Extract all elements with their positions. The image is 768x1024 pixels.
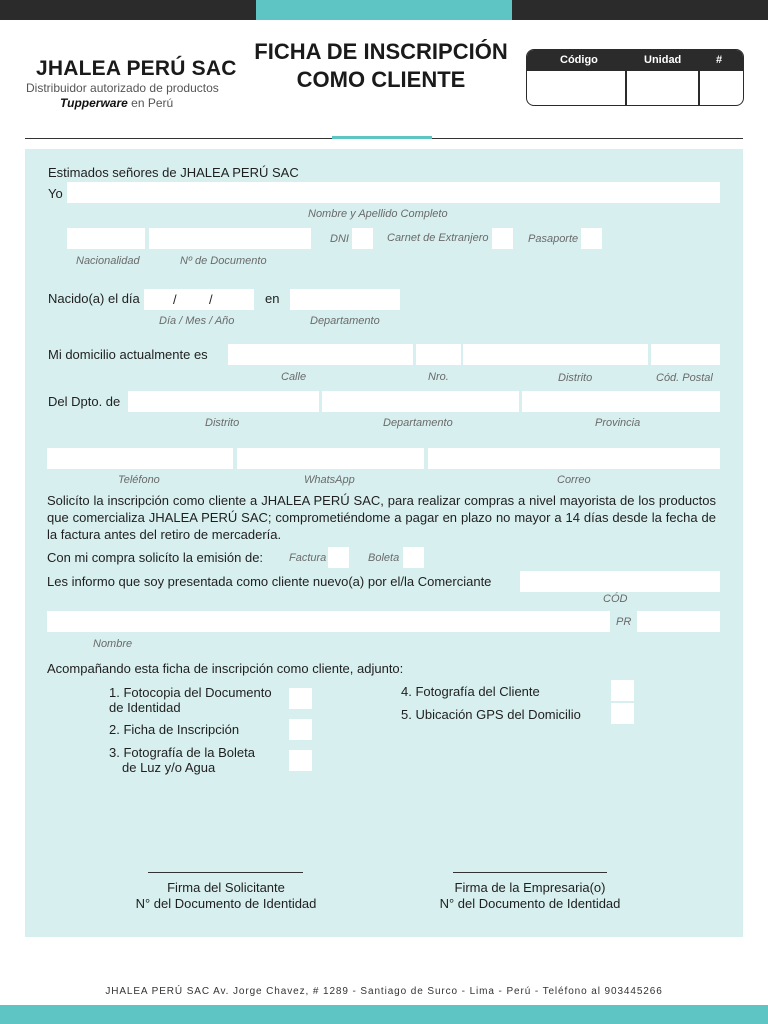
- attachment-checkbox-form[interactable]: [289, 719, 312, 740]
- attachment-item: 3. Fotografía de la Boleta de Luz y/o Agua: [109, 745, 255, 775]
- full-name-field[interactable]: [67, 182, 720, 203]
- applicant-id-label: N° del Documento de Identidad: [135, 896, 317, 911]
- code-box-divider: [698, 71, 700, 106]
- attachment-checkbox-photo[interactable]: [611, 680, 634, 701]
- businesswoman-id-label: N° del Documento de Identidad: [439, 896, 621, 911]
- doc-number-caption: Nº de Documento: [180, 255, 267, 267]
- ce-label: Carnet de Extranjero: [387, 232, 489, 244]
- attachment-checkbox-id-copy[interactable]: [289, 688, 312, 709]
- date-separator: /: [209, 292, 213, 307]
- form-title: [246, 38, 516, 94]
- in-label: en: [265, 291, 280, 306]
- invoice-checkbox[interactable]: [328, 547, 349, 568]
- phone-field[interactable]: [47, 448, 233, 469]
- dni-checkbox[interactable]: [352, 228, 373, 249]
- greeting-text: Estimados señores de JHALEA PERÚ SAC: [48, 165, 299, 180]
- cod-caption: CÓD: [603, 593, 628, 605]
- businesswoman-signature-title: Firma de la Empresaria(o): [454, 880, 606, 895]
- address-label: Mi domicilio actualmente es: [48, 347, 208, 362]
- postal-code-field[interactable]: [651, 344, 720, 365]
- nationality-caption: Nacionalidad: [76, 255, 140, 267]
- nro-caption: Nro.: [428, 371, 449, 383]
- postal-caption: Cód. Postal: [656, 372, 713, 384]
- footer-address: JHALEA PERÚ SAC Av. Jorge Chavez, # 1289 - Santiago de Surco - Lima - Perú - Teléfono al 903445266: [105, 986, 663, 997]
- province-field[interactable]: [522, 391, 720, 412]
- referrer-name-field[interactable]: [47, 611, 610, 632]
- email-caption: Correo: [557, 474, 591, 486]
- unit-header: Unidad: [644, 54, 682, 66]
- top-bar-right: [512, 0, 768, 20]
- form-title-line1: FICHA DE INSCRIPCIÓN: [254, 39, 508, 64]
- doc-number-field[interactable]: [149, 228, 311, 249]
- referrer-code-field[interactable]: [520, 571, 720, 592]
- dni-label: DNI: [330, 233, 349, 245]
- applicant-signature-title: Firma del Solicitante: [167, 880, 285, 895]
- name-caption: Nombre: [93, 638, 133, 650]
- attachment-item: 2. Ficha de Inscripción: [109, 722, 240, 737]
- whatsapp-field[interactable]: [237, 448, 424, 469]
- referral-label: Les informo que soy presentada como cliente nuevo(a) por el/la Comerciante: [47, 574, 492, 589]
- address-district-field[interactable]: [463, 344, 648, 365]
- attachment-checkbox-utility-bill[interactable]: [289, 750, 312, 771]
- code-box-divider: [625, 71, 627, 106]
- code-header: Código: [560, 54, 598, 66]
- district-caption: Distrito: [558, 372, 593, 384]
- district2-caption: Distrito: [205, 417, 240, 429]
- form-title-line2: COMO CLIENTE: [296, 67, 466, 92]
- date-separator: /: [173, 292, 177, 307]
- yo-label: Yo: [48, 186, 63, 201]
- full-name-caption: Nombre y Apellido Completo: [308, 208, 448, 220]
- street-caption: Calle: [281, 371, 307, 383]
- agreement-paragraph: Solicíto la inscripción como cliente a JHALEA PERÚ SAC, para realizar compras a nivel mayorista de los productos que comercializa JHALEA PERÚ SAC; comprometiéndome a pagar en plazo no mayor a 14 días desde la fecha de la factura antes del retiro de mercadería.: [47, 493, 716, 542]
- top-bar-left: [0, 0, 256, 20]
- company-name: JHALEA PERÚ SAC: [36, 57, 237, 80]
- department-caption: Departamento: [310, 315, 380, 327]
- dpto-district-field[interactable]: [128, 391, 319, 412]
- distributor-text: Distribuidor autorizado de productos: [26, 81, 219, 95]
- signature-line-businesswoman: [453, 872, 607, 873]
- passport-checkbox[interactable]: [581, 228, 602, 249]
- province-caption: Provincia: [595, 417, 641, 429]
- brand-logo-text: Tupperware: [60, 96, 128, 110]
- attach-label: Acompañando esta ficha de inscripción como cliente, adjunto:: [47, 661, 404, 676]
- department2-caption: Departamento: [383, 417, 453, 429]
- attachment-item: 1. Fotocopia del Documento de Identidad: [109, 685, 272, 715]
- code-box-header: [527, 50, 743, 71]
- born-label: Nacido(a) el día: [48, 291, 140, 306]
- emission-label: Con mi compra solicíto la emisión de:: [47, 550, 264, 565]
- receipt-label: Boleta: [368, 552, 400, 564]
- ce-checkbox[interactable]: [492, 228, 513, 249]
- phone-caption: Teléfono: [118, 474, 160, 486]
- number-header: #: [716, 54, 723, 66]
- brand-line: [60, 96, 173, 110]
- birth-date-field[interactable]: [144, 289, 254, 310]
- bottom-bar: [0, 1005, 768, 1024]
- pr-label: PR: [616, 616, 632, 628]
- passport-label: Pasaporte: [528, 233, 579, 245]
- invoice-label: Factura: [289, 552, 327, 564]
- email-field[interactable]: [428, 448, 720, 469]
- date-caption: Día / Mes / Año: [159, 315, 235, 327]
- signature-line-applicant: [148, 872, 303, 873]
- receipt-checkbox[interactable]: [403, 547, 424, 568]
- nationality-field[interactable]: [67, 228, 145, 249]
- top-bar-accent: [256, 0, 512, 20]
- form-panel: [25, 149, 743, 937]
- pr-field[interactable]: [637, 611, 720, 632]
- brand-suffix: en Perú: [127, 96, 174, 110]
- attachment-item: 5. Ubicación GPS del Domicilio: [401, 707, 581, 722]
- attachment-checkbox-gps[interactable]: [611, 703, 634, 724]
- header-divider-accent: [332, 136, 432, 139]
- code-box: [526, 49, 744, 106]
- address-number-field[interactable]: [416, 344, 461, 365]
- dpto-department-field[interactable]: [322, 391, 519, 412]
- whatsapp-caption: WhatsApp: [304, 474, 355, 486]
- birth-department-field[interactable]: [290, 289, 400, 310]
- dpto-label: Del Dpto. de: [48, 394, 121, 409]
- attachment-item: 4. Fotografía del Cliente: [401, 684, 540, 699]
- street-field[interactable]: [228, 344, 413, 365]
